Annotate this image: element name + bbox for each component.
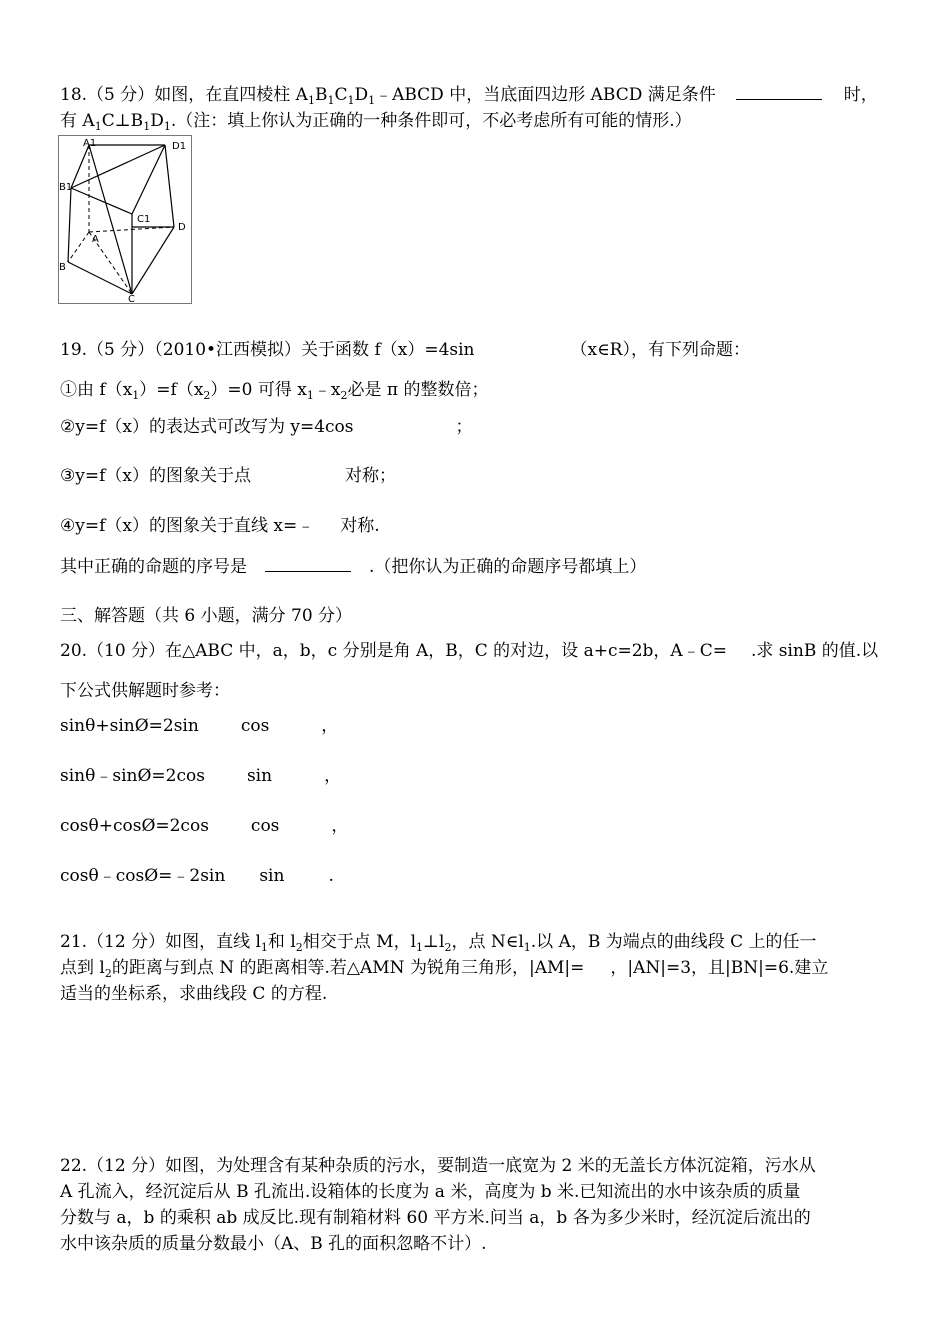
q19-answer-line: 其中正确的命题的序号是 .（把你认为正确的命题序号都填上） xyxy=(60,557,647,577)
prism-figure xyxy=(58,135,192,304)
hidden-edge-a-b xyxy=(68,232,89,262)
prism-diagram xyxy=(59,136,191,303)
label-b: B xyxy=(59,262,66,273)
q18-answer-blank[interactable] xyxy=(736,85,822,100)
label-a1: A1 xyxy=(83,138,97,149)
q22-line3: 分数与 a，b 的乘积 ab 成反比.现有制箱材料 60 平方米.问当 a，b 各为多少米时，经沉淀后流出的 xyxy=(60,1208,811,1228)
diagonal-a1-c xyxy=(89,145,132,294)
q19-proposition-2: ②y=f（x）的表达式可改写为 y=4cos ； xyxy=(60,417,473,437)
q21-line2: 点到 $l_2$的距离与到点 N 的距离相等.若△AMN 为锐角三角形，|AM|= ，|AN|=3，且|BN|=6.建立 xyxy=(60,958,829,980)
q19-proposition-4: ④y=f（x）的图象关于直线 x=﹣ 对称. xyxy=(60,516,380,536)
q21-line1: 21.（12 分）如图，直线 $l_1$和 $l_2$相交于点 M，$l_1\perp l_2$，点 $N\in l_1$.以 A，B 为端点的曲线段 C 上的任一 xyxy=(60,932,817,954)
edge-c-d xyxy=(132,227,174,294)
q22-line4: 水中该杂质的质量分数最小（A、B 孔的面积忽略不计）. xyxy=(60,1234,487,1254)
q20-formula-2: sinθ﹣sinØ=2cos sin ， xyxy=(60,766,342,786)
label-d: D xyxy=(178,222,186,233)
label-a: A xyxy=(92,234,99,245)
label-d1: D1 xyxy=(172,141,187,152)
q20-line2: 下公式供解题时参考： xyxy=(60,681,230,701)
q18-line2: 有 $A_1C\perp B_1D_1$.（注：填上你认为正确的一种条件即可，不必考虑所有可能的情形.） xyxy=(60,111,692,133)
q20-formula-4: cosθ﹣cosØ=﹣2sin sin . xyxy=(60,866,334,886)
q19-answer-blank[interactable] xyxy=(265,557,351,572)
q18-line1: 18.（5 分）如图，在直四棱柱 $A_1B_1C_1D_1﹣ABCD$ 中，当底面四边形 ABCD 满足条件 时， xyxy=(60,85,878,107)
q20-formula-3: cosθ+cosØ=2cos cos ， xyxy=(60,816,349,836)
edge-c1-d1 xyxy=(132,145,165,214)
label-c: C xyxy=(128,294,135,303)
q20-formula-1: sinθ+sinØ=2sin cos ， xyxy=(60,716,339,736)
edge-d1-d xyxy=(165,145,174,227)
q22-line1: 22.（12 分）如图，为处理含有某种杂质的污水，要制造一底宽为 2 米的无盖长方体沉淀箱，污水从 xyxy=(60,1156,816,1176)
q19-proposition-3: ③y=f（x）的图象关于点 对称； xyxy=(60,466,396,486)
edge-b1-c1 xyxy=(71,188,132,214)
q19-line1: 19.（5 分）（2010•江西模拟）关于函数 f（x）=4sin （x∈R），有下列命题： xyxy=(60,340,750,360)
edge-b-c xyxy=(68,262,132,294)
section-heading: 三、解答题（共 6 小题，满分 70 分） xyxy=(60,606,353,626)
label-b1: B1 xyxy=(59,182,73,193)
q22-line2: A 孔流入，经沉淀后从 B 孔流出.设箱体的长度为 a 米，高度为 b 米.已知流出的水中该杂质的质量 xyxy=(60,1182,801,1202)
label-c1: C1 xyxy=(137,214,151,225)
q19-proposition-1: ①由 $f(x_1)=f(x_2)=0$ 可得 $x_1﹣x_2$必是 π 的整数倍； xyxy=(60,380,489,402)
edge-b1-b xyxy=(68,188,71,262)
edge-b1-d1 xyxy=(71,145,165,188)
q21-line3: 适当的坐标系，求曲线段 C 的方程. xyxy=(60,984,328,1004)
q20-line1: 20.（10 分）在△ABC 中，a，b，c 分别是角 A，B，C 的对边，设 a+c=2b，A﹣C= .求 sinB 的值.以 xyxy=(60,641,879,661)
